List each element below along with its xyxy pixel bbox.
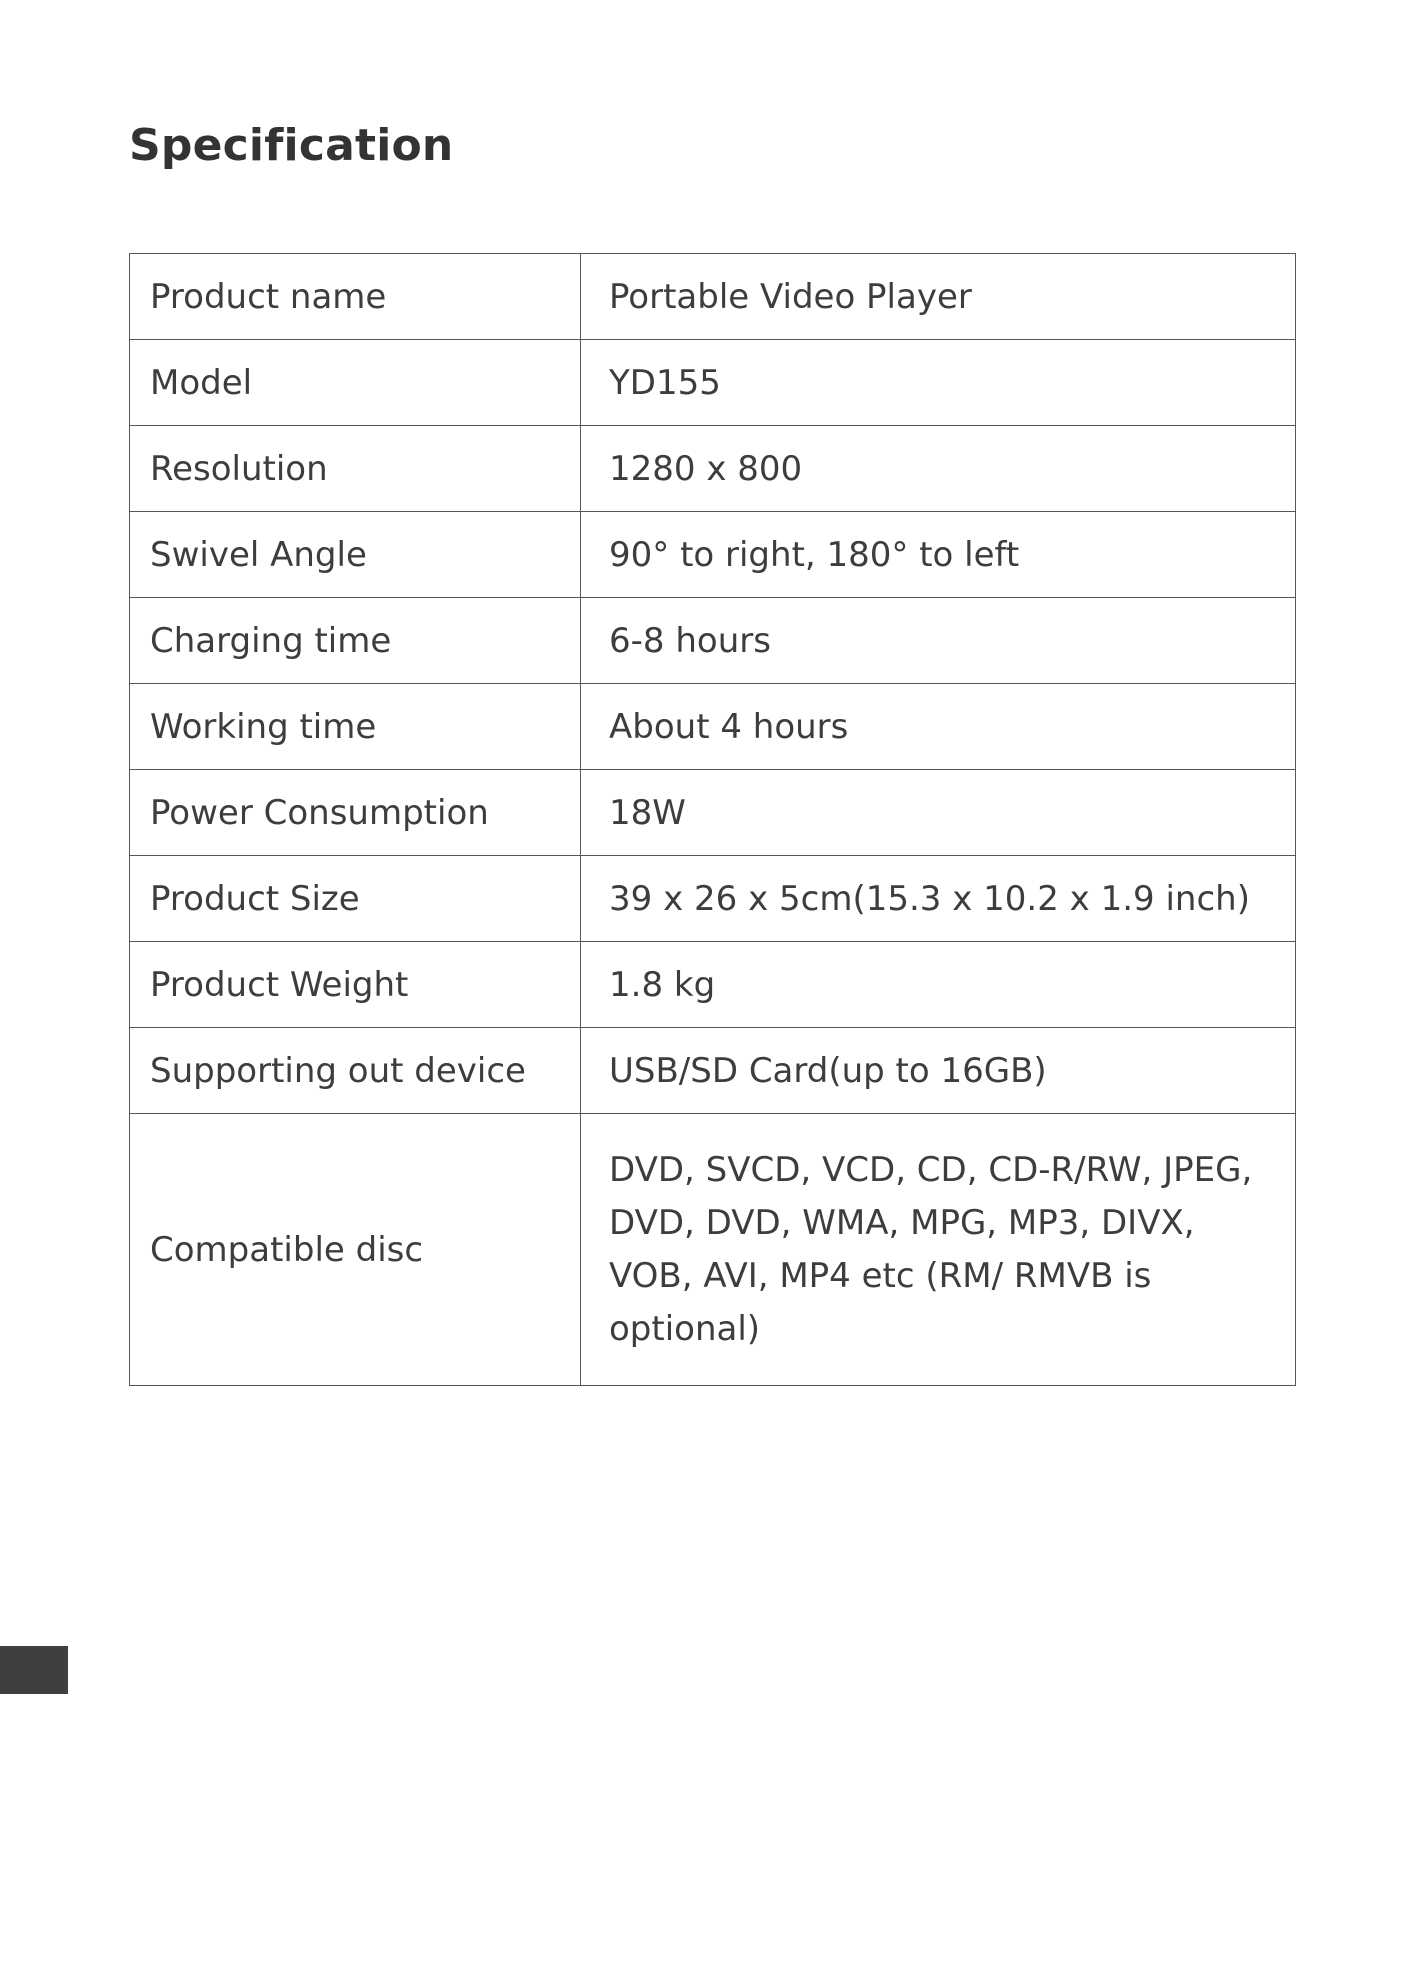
spec-label: Compatible disc [130, 1114, 581, 1386]
spec-label: Working time [130, 684, 581, 770]
spec-value: 1.8 kg [581, 942, 1296, 1028]
table-row [130, 1028, 1296, 1114]
table-row [130, 684, 1296, 770]
spec-value: 1280 x 800 [581, 426, 1296, 512]
page-title: Specification [129, 120, 454, 171]
table-row [130, 340, 1296, 426]
spec-label: Power Consumption [130, 770, 581, 856]
table-row [130, 1114, 1296, 1386]
table-row [130, 426, 1296, 512]
spec-value: 90° to right, 180° to left [581, 512, 1296, 598]
table-row [130, 254, 1296, 340]
spec-value: USB/SD Card(up to 16GB) [581, 1028, 1296, 1114]
spec-value: YD155 [581, 340, 1296, 426]
table-row [130, 856, 1296, 942]
table-row [130, 598, 1296, 684]
spec-label: Swivel Angle [130, 512, 581, 598]
spec-value: DVD, SVCD, VCD, CD, CD-R/RW, JPEG, DVD, DVD, WMA, MPG, MP3, DIVX, VOB, AVI, MP4 etc (RM/ RMVB is optional) [581, 1114, 1296, 1386]
spec-label: Model [130, 340, 581, 426]
table-row [130, 942, 1296, 1028]
spec-label: Resolution [130, 426, 581, 512]
spec-value: 6-8 hours [581, 598, 1296, 684]
page-tab-marker [0, 1646, 68, 1694]
spec-value: Portable Video Player [581, 254, 1296, 340]
specification-table [129, 253, 1296, 1386]
table-row [130, 770, 1296, 856]
table-row [130, 512, 1296, 598]
spec-value: About 4 hours [581, 684, 1296, 770]
spec-label: Product Weight [130, 942, 581, 1028]
spec-value: 18W [581, 770, 1296, 856]
spec-label: Product Size [130, 856, 581, 942]
spec-value: 39 x 26 x 5cm(15.3 x 10.2 x 1.9 inch) [581, 856, 1296, 942]
spec-label: Charging time [130, 598, 581, 684]
spec-label: Product name [130, 254, 581, 340]
spec-label: Supporting out device [130, 1028, 581, 1114]
